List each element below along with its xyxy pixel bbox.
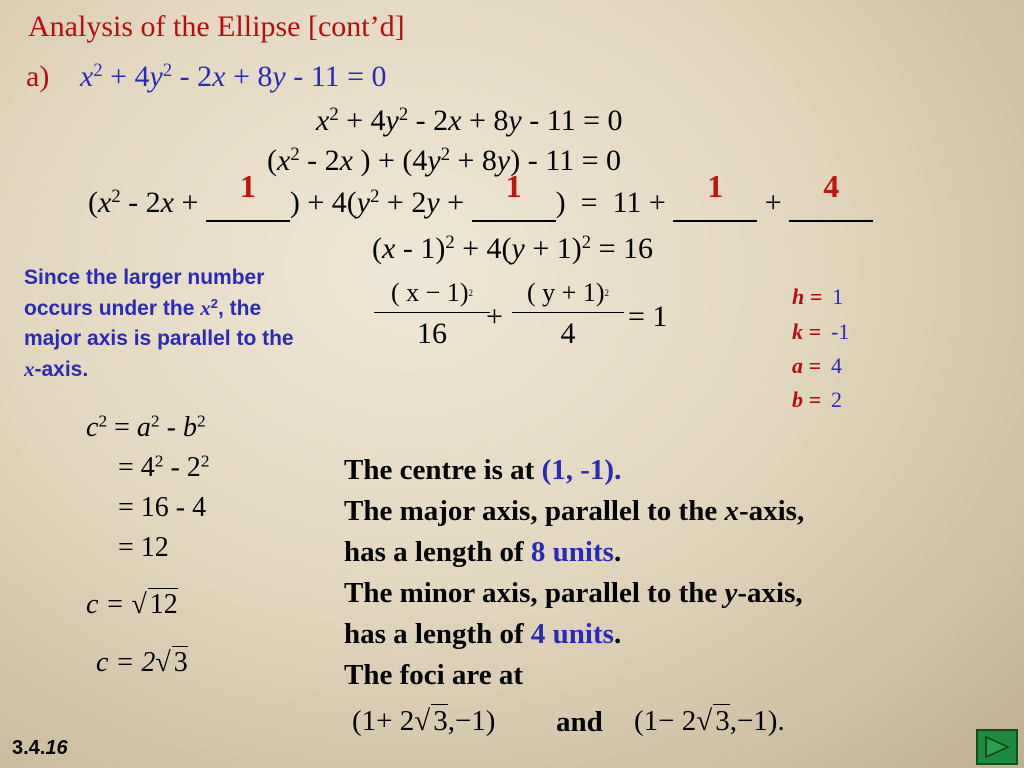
completed-square-blank-2	[472, 168, 556, 222]
param-var: a =	[792, 353, 822, 378]
fraction-y-denominator: 4	[560, 317, 576, 350]
param-value: 1	[832, 284, 844, 309]
focus-2: (1− 2√ 3,−1).	[634, 705, 785, 737]
fill-value-4: 4	[823, 168, 840, 204]
given-equation: $x^2 + 4y^2 - 2x + 8y - 11 = 0$	[80, 59, 387, 93]
param-var: k =	[792, 319, 822, 344]
fraction-x-numerator: ( x − 1)$^2$	[374, 278, 490, 313]
param-2	[792, 353, 842, 379]
fill-value-2: 1	[505, 168, 522, 204]
slide-number: 3.4.16	[12, 737, 68, 759]
plus-sign: +	[486, 300, 503, 333]
part-label: a)	[26, 60, 50, 93]
equals-one: = 1	[628, 300, 668, 333]
major-axis-line-2: has a length of 8 units.	[344, 536, 622, 568]
c-calc-line-3: = 16 - 4	[118, 492, 207, 523]
c-sqrt-12: c = √ 12	[86, 589, 178, 620]
param-value: 4	[831, 353, 843, 378]
minor-axis-line-2: has a length of 4 units.	[344, 618, 622, 650]
fill-value-3: 1	[707, 168, 724, 204]
param-value: 2	[831, 387, 843, 412]
slide-title: Analysis of the Ellipse [cont’d]	[28, 10, 405, 43]
param-value: -1	[831, 319, 850, 344]
step-line-1: $x^2 + 4y^2 - 2x + 8y - 11 = 0$	[316, 103, 623, 137]
param-3	[792, 387, 842, 413]
completed-square-blank-1	[206, 168, 290, 222]
foci-intro: The foci are at	[344, 659, 524, 691]
fill-value-1: 1	[239, 168, 256, 204]
param-var: h =	[792, 284, 823, 309]
fraction-y-numerator: ( y + 1)$^2$	[512, 278, 624, 313]
step-line-2: ($x^2 - 2x$ ) + $(4y^2 + 8y) - 11 = 0$	[267, 143, 622, 177]
param-var: b =	[792, 387, 822, 412]
minor-axis-line-1: The minor axis, parallel to the y-axis,	[344, 577, 803, 609]
fraction-x-denominator: 16	[417, 317, 447, 350]
play-triangle-icon	[984, 735, 1010, 759]
major-axis-line-1: The major axis, parallel to the x-axis,	[344, 495, 805, 527]
c-calc-line-1: $c^2 = a^2 - b^2$	[86, 411, 206, 443]
c-calc-line-2: = $4^2 - 2^2$	[118, 451, 210, 483]
centre-statement: The centre is at (1, -1).	[344, 454, 622, 486]
step-line-3: ($x^2 - 2x$ + 1 ) + $4(y^2 + 2y$ + 1 ) = 11 + 1 + 4	[88, 186, 873, 222]
param-1	[792, 319, 849, 345]
focus-1: (1+ 2√ 3,−1)	[352, 705, 496, 737]
c-calc-line-4: = 12	[118, 532, 169, 563]
step-line-4: $(x - 1)^2 + 4(y + 1)^2 = 16$	[372, 231, 653, 265]
fraction-y	[512, 278, 624, 351]
param-0	[792, 284, 843, 310]
fraction-x	[374, 278, 490, 351]
and-word: and	[556, 706, 603, 738]
major-axis-note: Since the larger number occurs under the $x^2$, the major axis is parallel to the x-axis.	[24, 266, 294, 381]
c-2-sqrt-3: c = 2√ 3	[96, 647, 188, 678]
completed-square-blank-3	[673, 168, 757, 222]
completed-square-blank-4	[789, 168, 873, 222]
next-slide-button[interactable]	[976, 729, 1018, 765]
